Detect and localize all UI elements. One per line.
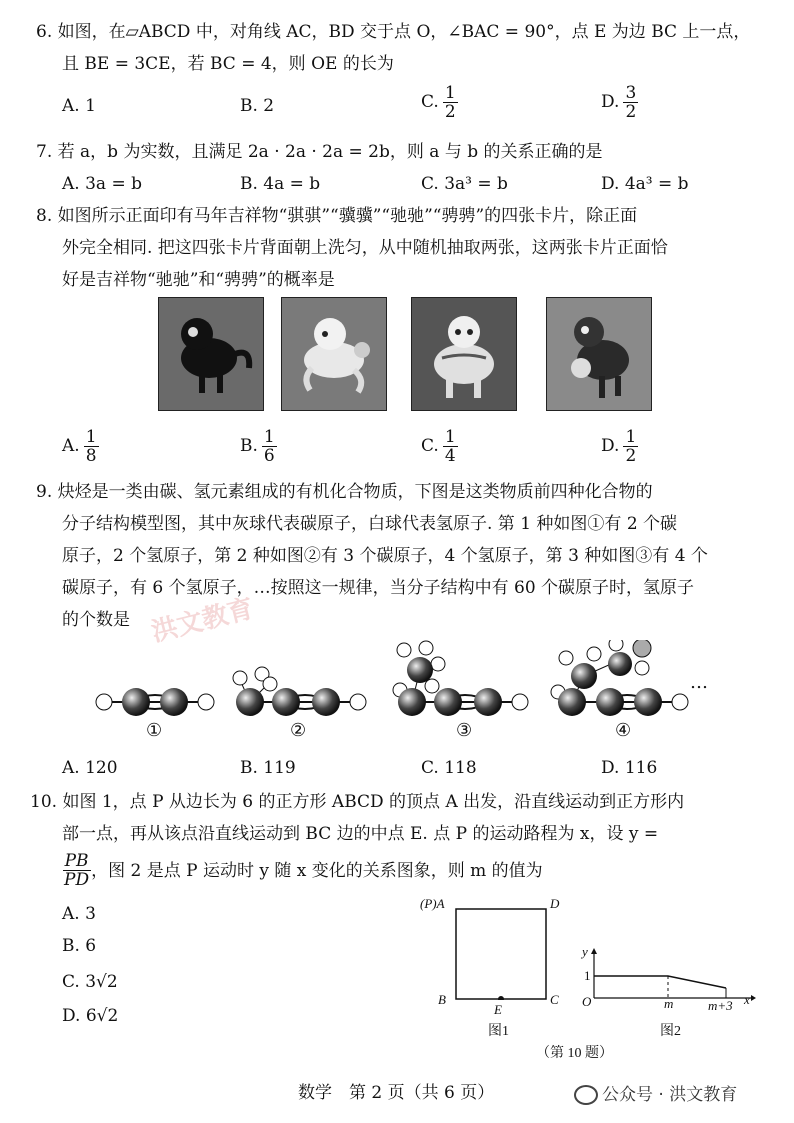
molecule-2 bbox=[233, 667, 366, 716]
fig2-label-one: 1 bbox=[584, 968, 591, 983]
fig2-label-m: m bbox=[664, 996, 674, 1011]
label-4: ④ bbox=[615, 720, 632, 741]
q8-line1: 8. 如图所示正面印有马年吉祥物“骐骐”“骥骥”“驰驰”“骋骋”的四张卡片，除正面 bbox=[36, 206, 638, 226]
label-2: ② bbox=[290, 720, 307, 741]
q6-line2: 且 BE = 3CE，若 BC = 4，则 OE 的长为 bbox=[62, 54, 394, 74]
pony-icon bbox=[412, 298, 516, 410]
watermark-logo: 洪文教育 bbox=[148, 593, 257, 649]
mascot-card-2 bbox=[281, 297, 387, 411]
wechat-watermark: 公众号 · 洪文教育 bbox=[574, 1080, 737, 1105]
q7-option-d: D. 4a³ = b bbox=[601, 174, 689, 194]
molecule-ellipsis: … bbox=[690, 672, 708, 693]
q10-option-b: B. 6 bbox=[62, 936, 97, 956]
q7-line1: 7. 若 a，b 为实数，且满足 2a · 2a · 2a = 2b，则 a 与 b 的关系正确的是 bbox=[36, 142, 603, 162]
molecule-1 bbox=[96, 688, 214, 716]
q10-caption: （第 10 题） bbox=[536, 1046, 613, 1061]
fig2-caption: 图2 bbox=[660, 1024, 681, 1039]
fig1-label-d: D bbox=[550, 896, 560, 911]
q10-option-a: A. 3 bbox=[62, 904, 96, 924]
q9-line5: 的个数是 bbox=[62, 610, 130, 630]
q8-line3: 好是吉祥物“驰驰”和“骋骋”的概率是 bbox=[62, 270, 335, 290]
q9-line1: 9. 炔烃是一类由碳、氢元素组成的有机化合物质，下图是这类物质前四种化合物的 bbox=[36, 482, 653, 502]
molecule-models bbox=[90, 640, 730, 725]
q8-option-a: A. $\frac{1}{8}$ bbox=[62, 427, 97, 466]
mascot-card-3 bbox=[411, 297, 517, 411]
fig2-label-o: O bbox=[582, 994, 592, 1009]
q9-option-b: B. 119 bbox=[240, 758, 296, 778]
molecule-4 bbox=[551, 640, 688, 716]
mascot-card-1 bbox=[158, 297, 264, 411]
fig2-label-m3: m+3 bbox=[708, 998, 733, 1013]
mascot-card-4 bbox=[546, 297, 652, 411]
q6-option-a: A. 1 bbox=[62, 96, 96, 116]
q9-line2: 分子结构模型图，其中灰球代表碳原子，白球代表氢原子. 第 1 种如图①有 2 个碳 bbox=[62, 514, 678, 534]
fig2-label-x: x bbox=[744, 992, 750, 1007]
q9-line3: 原子，2 个氢原子，第 2 种如图②有 3 个碳原子，4 个氢原子，第 3 种如图③有 4 个 bbox=[62, 546, 708, 566]
q10-line1: 10. 如图 1，点 P 从边长为 6 的正方形 ABCD 的顶点 A 出发，沿直线运动到正方形内 bbox=[30, 792, 685, 812]
fig1-caption: 图1 bbox=[488, 1024, 509, 1039]
wechat-icon bbox=[574, 1085, 598, 1105]
q7-option-b: B. 4a = b bbox=[240, 174, 321, 194]
q10-option-d: D. 6√2 bbox=[62, 1006, 119, 1026]
fig1-label-pa: (P)A bbox=[420, 896, 445, 911]
q8-option-d: D. $\frac{1}{2}$ bbox=[601, 427, 637, 466]
q9-option-c: C. 118 bbox=[421, 758, 477, 778]
page-footer: 数学 第 2 页（共 6 页） bbox=[298, 1083, 495, 1103]
label-1: ① bbox=[146, 720, 163, 741]
q6-option-d: D. $\frac{3}{2}$ bbox=[601, 83, 637, 122]
black-horse-icon bbox=[159, 298, 263, 410]
fig1-label-e: E bbox=[494, 1002, 502, 1017]
figure-1-square bbox=[455, 908, 547, 1000]
q7-option-c: C. 3a³ = b bbox=[421, 174, 508, 194]
q10-line3: $\frac{PB}{PD}$ ，图 2 是点 P 运动时 y 随 x 变化的关系图象，则 m 的值为 bbox=[64, 851, 543, 890]
fig1-label-c: C bbox=[550, 992, 559, 1007]
q6-line1: 6. 如图，在▱ABCD 中，对角线 AC，BD 交于点 O，∠BAC = 90°，点 E 为边 BC 上一点， bbox=[36, 22, 751, 42]
q7-option-a: A. 3a = b bbox=[62, 174, 142, 194]
q8-option-c: C. $\frac{1}{4}$ bbox=[421, 427, 456, 466]
q9-line4: 碳原子，有 6 个氢原子，…按照这一规律，当分子结构中有 60 个碳原子时，氢原子 bbox=[62, 578, 695, 598]
q6-option-c: C. $\frac{1}{2}$ bbox=[421, 83, 456, 122]
molecule-3 bbox=[393, 641, 528, 716]
label-3: ③ bbox=[456, 720, 473, 741]
q9-option-d: D. 116 bbox=[601, 758, 658, 778]
fig2-label-y: y bbox=[582, 944, 588, 959]
jumping-horse-icon bbox=[547, 298, 651, 410]
q6-option-b: B. 2 bbox=[240, 96, 275, 116]
q10-line2: 部一点，再从该点沿直线运动到 BC 边的中点 E. 点 P 的运动路程为 x，设 y = bbox=[62, 824, 659, 844]
q9-option-a: A. 120 bbox=[62, 758, 118, 778]
q8-line2: 外完全相同. 把这四张卡片背面朝上洗匀，从中随机抽取两张，这两张卡片正面恰 bbox=[62, 238, 668, 258]
q8-option-b: B. $\frac{1}{6}$ bbox=[240, 427, 275, 466]
white-horse-icon bbox=[282, 298, 386, 410]
fig1-label-b: B bbox=[438, 992, 446, 1007]
q10-option-c: C. 3√2 bbox=[62, 972, 118, 992]
